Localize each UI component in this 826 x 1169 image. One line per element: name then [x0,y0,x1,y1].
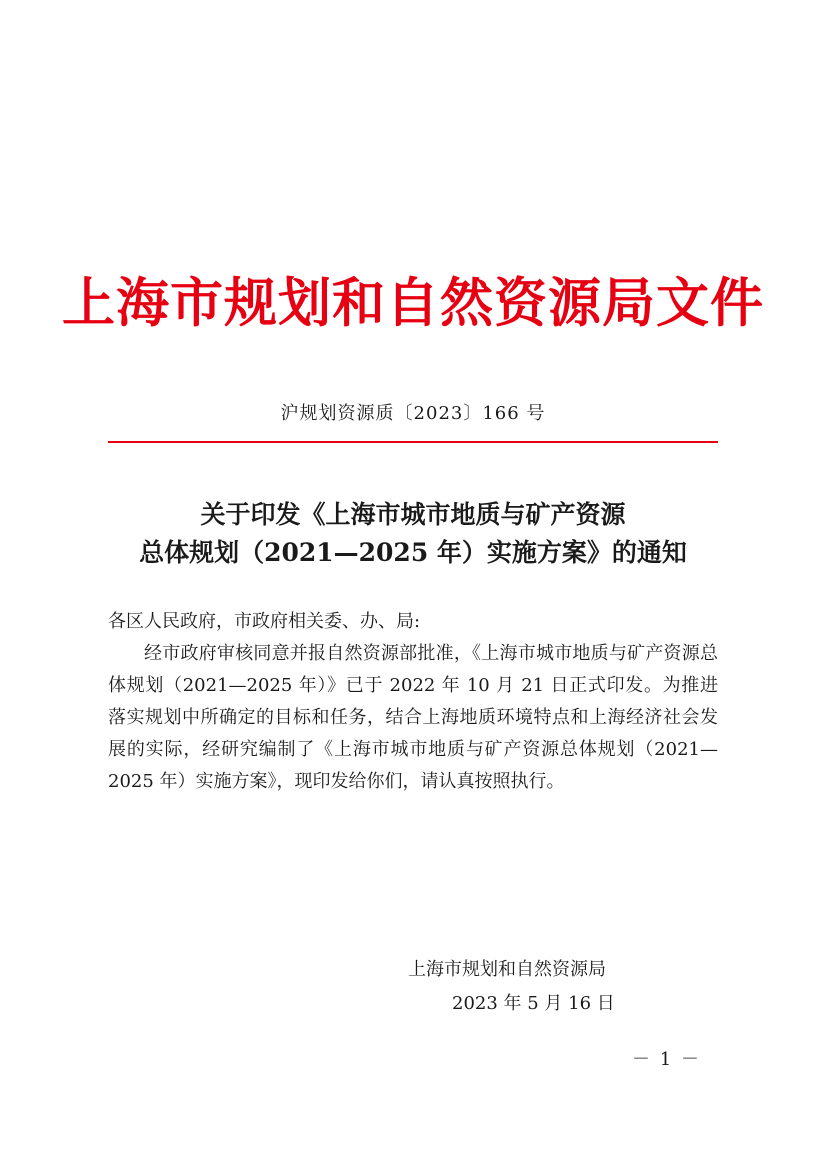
signing-date: 2023 年 5 月 16 日 [452,993,615,1014]
document-number: 沪规划资源质〔2023〕166 号 [280,403,546,424]
document-masthead: 上海市规划和自然资源局文件 [62,272,764,334]
body-paragraph: 经市政府审核同意并报自然资源部批准，《上海市城市地质与矿产资源总体规划（2021—2025 年）》已于 2022 年 10 月 21 日正式印发。为推进落实规划中所确定的目标和任务，结合上海地质环境特点和上海经济社会发展的实际，经研究编制了《上海市城市地质与矿产资源总体规划（2021—2025 年）实施方案》，现印发给你们，请认真按照执行。 [108,643,718,792]
notice-body [108,606,718,798]
salutation: 各区人民政府，市政府相关委、办、局: [108,611,421,632]
notice-title [0,496,826,572]
page-number: － 1 － [632,1049,701,1070]
red-divider-rule [108,441,718,443]
signing-organization: 上海市规划和自然资源局 [408,959,606,980]
notice-title-line-2: 总体规划（2021—2025 年）实施方案》的通知 [139,538,687,567]
notice-title-line-1: 关于印发《上海市城市地质与矿产资源 [200,500,626,529]
